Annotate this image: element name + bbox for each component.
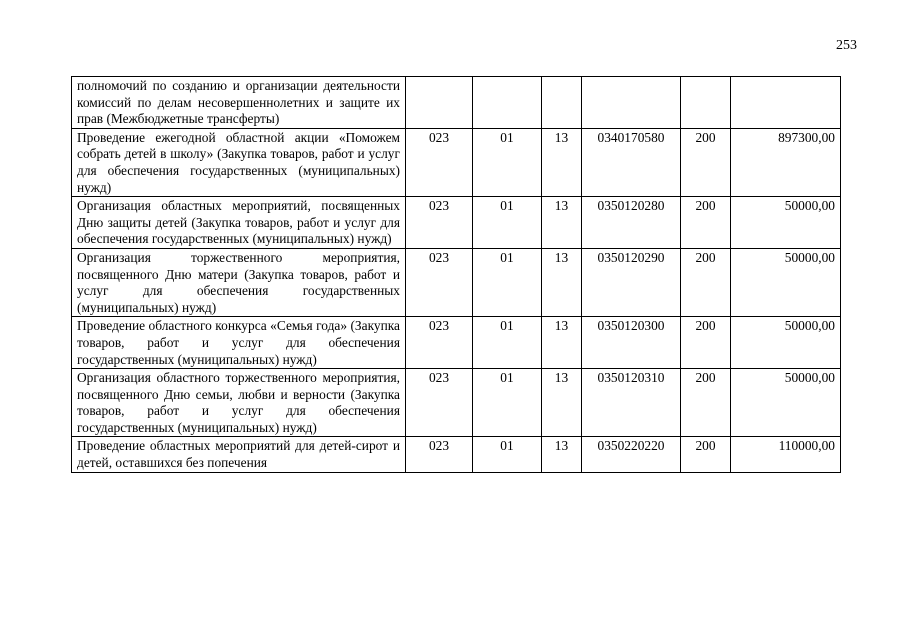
row-rz: 01 xyxy=(473,317,542,369)
row-vr: 200 xyxy=(681,317,731,369)
table-row xyxy=(72,437,841,472)
row-pr: 13 xyxy=(542,248,582,316)
row-vr: 200 xyxy=(681,197,731,249)
row-description: Проведение областного конкурса «Семья года» (Закупка товаров, работ и услуг для обеспечения государственных (муниципальных) нужд) xyxy=(72,317,406,369)
row-csr: 0350120300 xyxy=(582,317,681,369)
row-gr: 023 xyxy=(406,437,473,472)
row-rz: 01 xyxy=(473,128,542,196)
row-rz xyxy=(473,77,542,129)
table-row xyxy=(72,317,841,369)
row-gr: 023 xyxy=(406,197,473,249)
row-csr: 0350120310 xyxy=(582,369,681,437)
table-row xyxy=(72,77,841,129)
row-vr: 200 xyxy=(681,128,731,196)
table-row xyxy=(72,128,841,196)
row-description: Проведение областных мероприятий для детей-сирот и детей, оставшихся без попечения xyxy=(72,437,406,472)
table-row xyxy=(72,197,841,249)
row-description: полномочий по созданию и организации деятельности комиссий по делам несовершеннолетних и защите их прав (Межбюджетные трансферты) xyxy=(72,77,406,129)
row-description: Организация торжественного мероприятия, посвященного Дню матери (Закупка товаров, работ и услуг для обеспечения государственных (муниципальных) нужд) xyxy=(72,248,406,316)
row-sum: 897300,00 xyxy=(731,128,841,196)
row-csr: 0340170580 xyxy=(582,128,681,196)
row-vr xyxy=(681,77,731,129)
row-pr: 13 xyxy=(542,197,582,249)
row-description: Организация областного торжественного мероприятия, посвященного Дню семьи, любви и верности (Закупка товаров, работ и услуг для обеспечения государственных (муниципальных) нужд) xyxy=(72,369,406,437)
row-description: Организация областных мероприятий, посвященных Дню защиты детей (Закупка товаров, работ и услуг для обеспечения государственных (муниципальных) нужд) xyxy=(72,197,406,249)
table-row xyxy=(72,369,841,437)
page-number: 253 xyxy=(836,38,857,53)
budget-table xyxy=(71,76,841,473)
row-sum: 50000,00 xyxy=(731,369,841,437)
row-pr: 13 xyxy=(542,369,582,437)
row-pr: 13 xyxy=(542,128,582,196)
row-sum xyxy=(731,77,841,129)
row-sum: 50000,00 xyxy=(731,248,841,316)
row-rz: 01 xyxy=(473,197,542,249)
row-gr: 023 xyxy=(406,369,473,437)
row-vr: 200 xyxy=(681,248,731,316)
row-pr xyxy=(542,77,582,129)
row-csr: 0350120280 xyxy=(582,197,681,249)
row-gr: 023 xyxy=(406,317,473,369)
row-rz: 01 xyxy=(473,369,542,437)
row-csr xyxy=(582,77,681,129)
row-sum: 50000,00 xyxy=(731,197,841,249)
table-row xyxy=(72,248,841,316)
row-rz: 01 xyxy=(473,248,542,316)
row-pr: 13 xyxy=(542,437,582,472)
row-csr: 0350220220 xyxy=(582,437,681,472)
row-rz: 01 xyxy=(473,437,542,472)
row-pr: 13 xyxy=(542,317,582,369)
row-gr: 023 xyxy=(406,128,473,196)
row-description: Проведение ежегодной областной акции «Поможем собрать детей в школу» (Закупка товаров, работ и услуг для обеспечения государственных (муниципальных) нужд) xyxy=(72,128,406,196)
row-sum: 50000,00 xyxy=(731,317,841,369)
row-vr: 200 xyxy=(681,437,731,472)
row-gr xyxy=(406,77,473,129)
row-sum: 110000,00 xyxy=(731,437,841,472)
row-gr: 023 xyxy=(406,248,473,316)
row-csr: 0350120290 xyxy=(582,248,681,316)
row-vr: 200 xyxy=(681,369,731,437)
